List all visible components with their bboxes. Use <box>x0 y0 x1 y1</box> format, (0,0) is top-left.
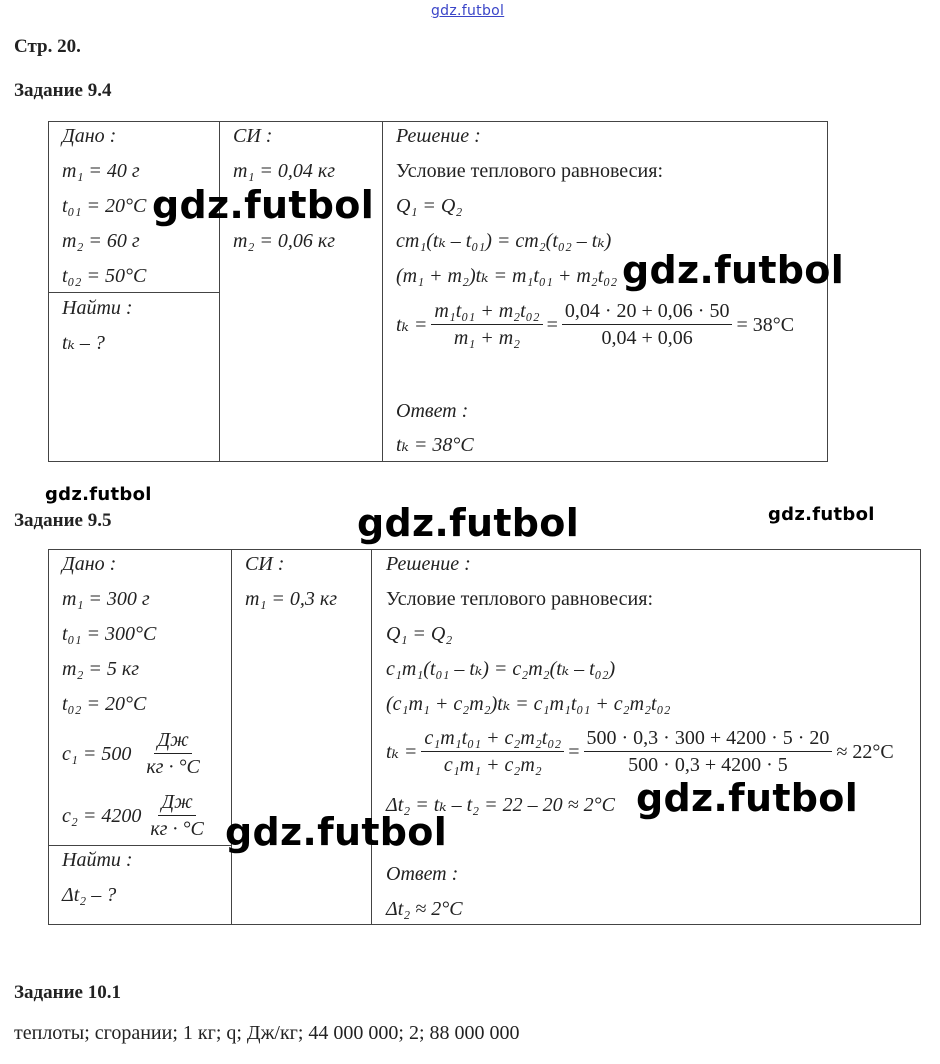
task2-given-item: m₁ = 300 г <box>62 588 150 610</box>
task1-answer: tₖ = 38°C <box>396 434 474 456</box>
eq-sign: = <box>546 313 558 336</box>
task1-si-item: m₁ = 0,04 кг <box>233 160 336 182</box>
task1-solution-intro: Условие теплового равновесия: <box>396 160 664 182</box>
fraction <box>143 729 203 778</box>
fraction-numerator: c₁m₁t₀₁ + c₂m₂t₀₂ <box>421 727 564 752</box>
task1-find: tₖ – ? <box>62 332 105 354</box>
eq-lhs: tₖ = <box>396 313 428 336</box>
task2-find: Δt₂ – ? <box>62 884 117 906</box>
task2-given-item: t₀₂ = 20°C <box>62 693 147 715</box>
c2-lhs: c₂ = 4200 <box>62 804 142 827</box>
task1-given-item: t₀₂ = 50°C <box>62 265 147 287</box>
task2-answer-label: Ответ : <box>386 863 459 885</box>
fraction-denominator: m₁ + m₂ <box>453 327 521 349</box>
fraction-numerator: 0,04 · 20 + 0,06 · 50 <box>562 300 733 325</box>
eq-result: ≈ 22°C <box>836 740 894 763</box>
fraction <box>431 300 542 349</box>
task1-si-label: СИ : <box>233 125 273 147</box>
task2-c2 <box>62 791 211 840</box>
task2-title: Задание 9.5 <box>14 510 112 531</box>
watermark-top[interactable]: gdz.futbol <box>431 3 505 19</box>
fraction <box>562 300 733 349</box>
task2-find-label: Найти : <box>62 849 133 871</box>
task2-eq1: Q₁ = Q₂ <box>386 623 453 645</box>
task2-si-item: m₁ = 0,3 кг <box>245 588 338 610</box>
watermark: gdz.futbol <box>622 248 845 292</box>
task2-eq3: (c₁m₁ + c₂m₂)tₖ = c₁m₁t₀₁ + c₂m₂t₀₂ <box>386 693 671 715</box>
fraction-numerator: Дж <box>154 729 191 754</box>
eq-lhs: tₖ = <box>386 740 418 763</box>
task2-eq5: Δt₂ = tₖ – t₂ = 22 – 20 ≈ 2°C <box>386 794 615 816</box>
task1-eq3: (m₁ + m₂)tₖ = m₁t₀₁ + m₂t₀₂ <box>396 265 618 287</box>
task2-eq4 <box>386 727 894 776</box>
fraction-denominator: 500 · 0,3 + 4200 · 5 <box>628 754 788 776</box>
task2-eq2: c₁m₁(t₀₁ – tₖ) = c₂m₂(tₖ – t₀₂) <box>386 658 616 680</box>
task2-si-label: СИ : <box>245 553 285 575</box>
watermark: gdz.futbol <box>357 501 580 545</box>
task1-eq4 <box>396 300 794 349</box>
task1-eq2: cm₁(tₖ – t₀₁) = cm₂(t₀₂ – tₖ) <box>396 230 612 252</box>
task1-solution-label: Решение : <box>396 125 481 147</box>
watermark: gdz.futbol <box>45 484 152 505</box>
task2-given-item: m₂ = 5 кг <box>62 658 140 680</box>
fraction <box>421 727 564 776</box>
task2-answer: Δt₂ ≈ 2°C <box>386 898 463 920</box>
eq-result: = 38°C <box>736 313 795 336</box>
task1-given-item: m₁ = 40 г <box>62 160 140 182</box>
fraction-denominator: c₁m₁ + c₂m₂ <box>443 754 542 776</box>
watermark: gdz.futbol <box>225 810 448 854</box>
task1-find-label: Найти : <box>62 297 133 319</box>
fraction-denominator: 0,04 + 0,06 <box>601 327 693 349</box>
watermark: gdz.futbol <box>768 504 875 525</box>
page-heading: Стр. 20. <box>14 36 81 57</box>
task1-given-label: Дано : <box>62 125 117 147</box>
fraction-numerator: 500 · 0,3 · 300 + 4200 · 5 · 20 <box>584 727 833 752</box>
fraction <box>584 727 833 776</box>
task3-text: теплоты; сгорании; 1 кг; q; Дж/кг; 44 000 000; 2; 88 000 000 <box>14 1022 520 1044</box>
fraction-numerator: m₁t₀₁ + m₂t₀₂ <box>431 300 542 325</box>
fraction-denominator: кг · °C <box>150 818 204 840</box>
fraction <box>147 791 207 840</box>
task2-solution-label: Решение : <box>386 553 471 575</box>
task1-answer-label: Ответ : <box>396 400 469 422</box>
fraction-denominator: кг · °C <box>146 756 200 778</box>
task2-given-label: Дано : <box>62 553 117 575</box>
task2-given-item: t₀₁ = 300°C <box>62 623 157 645</box>
task1-eq1: Q₁ = Q₂ <box>396 195 463 217</box>
watermark: gdz.futbol <box>152 183 375 227</box>
c1-lhs: c₁ = 500 <box>62 742 132 765</box>
task2-c1 <box>62 729 207 778</box>
task1-given-item: t₀₁ = 20°C <box>62 195 147 217</box>
task1-si-item: m₂ = 0,06 кг <box>233 230 336 252</box>
eq-sign: = <box>568 740 580 763</box>
task1-given-item: m₂ = 60 г <box>62 230 140 252</box>
task2-solution-intro: Условие теплового равновесия: <box>386 588 654 610</box>
task3-title: Задание 10.1 <box>14 982 121 1003</box>
task1-title: Задание 9.4 <box>14 80 112 101</box>
watermark: gdz.futbol <box>636 776 859 820</box>
fraction-numerator: Дж <box>158 791 195 816</box>
